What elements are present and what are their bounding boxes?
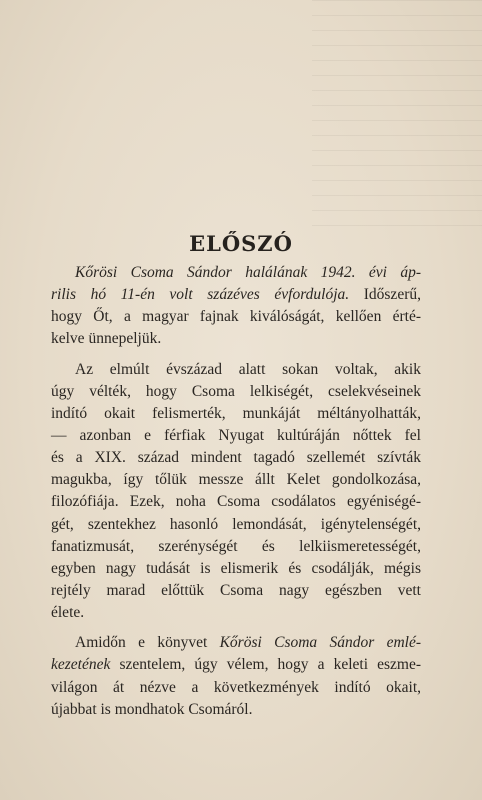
text-segment: indító okait felismerték, munkáját méltányolhatták, [51,404,421,422]
italic-text: Kőrösi Csoma Sándor halálának 1942. évi áp- [75,264,421,281]
text-line [51,469,421,491]
text-line [51,677,421,699]
text-line [51,491,421,513]
italic-text: kezetének [51,656,111,674]
text-segment: fanatizmusát, szerénységét és lelkiismeretességét, [51,537,421,555]
text-line [51,359,421,381]
text-line [51,306,421,328]
paragraph-2 [51,359,421,625]
text-line [51,328,421,350]
text-line [51,447,421,469]
text-segment: magukba, így tőlük messze állt Kelet gondolkozása, [51,471,421,489]
text-line [51,580,421,602]
text-segment: élete. [51,604,85,622]
text-segment: Az elmúlt évszázad alatt sokan voltak, akik [75,360,421,378]
text-line [51,654,421,676]
text-line [51,284,421,306]
text-segment: és a XIX. század mindent tagadó szellemét szívták [51,449,421,467]
text-line [51,262,421,284]
bleed-through-texture [312,0,482,230]
text-segment: — azonban e férfiak Nyugat kultúráján nőttek fel [51,426,421,444]
text-line [51,536,421,558]
text-segment: kelve ünnepeljük. [51,330,162,348]
text-segment: filozófiája. Ezek, noha Csoma csodálatos egyéniségé- [51,493,421,511]
text-segment: szentelem, úgy vélem, hogy a keleti eszme- [110,656,421,674]
text-line [51,425,421,447]
text-line [51,558,421,580]
text-segment: hogy Őt, a magyar fajnak kiválóságát, kellően érté- [51,308,421,326]
text-segment: úgy vélték, hogy Csoma lelkiségét, cselekvéseinek [51,382,421,400]
text-line [51,632,421,654]
text-segment: Amidőn e könyvet [75,634,220,652]
text-line [51,381,421,403]
text-segment: rejtély marad előttük Csoma nagy egészben vett [51,581,421,599]
text-segment: gét, szentekhez hasonló lemondását, igénytelenségét, [51,515,421,533]
preface-body [51,262,421,721]
text-line [51,602,421,624]
italic-text: rilis hó 11-én volt százéves évfordulója. [51,286,350,304]
text-line [51,514,421,536]
text-line [51,403,421,425]
text-line [51,699,421,721]
paragraph-1 [51,262,421,351]
paragraph-3 [51,632,421,721]
text-segment: világon át nézve a következmények indító okait, [51,678,421,696]
text-segment: egyben nagy tudását is elismerik és csodálják, mégis [51,559,421,577]
text-segment: újabbat is mondhatok Csomáról. [51,700,253,718]
page-heading: ELŐSZÓ [189,231,293,256]
italic-text: Kőrösi Csoma Sándor emlé- [219,634,421,652]
text-segment: Időszerű, [349,286,421,304]
